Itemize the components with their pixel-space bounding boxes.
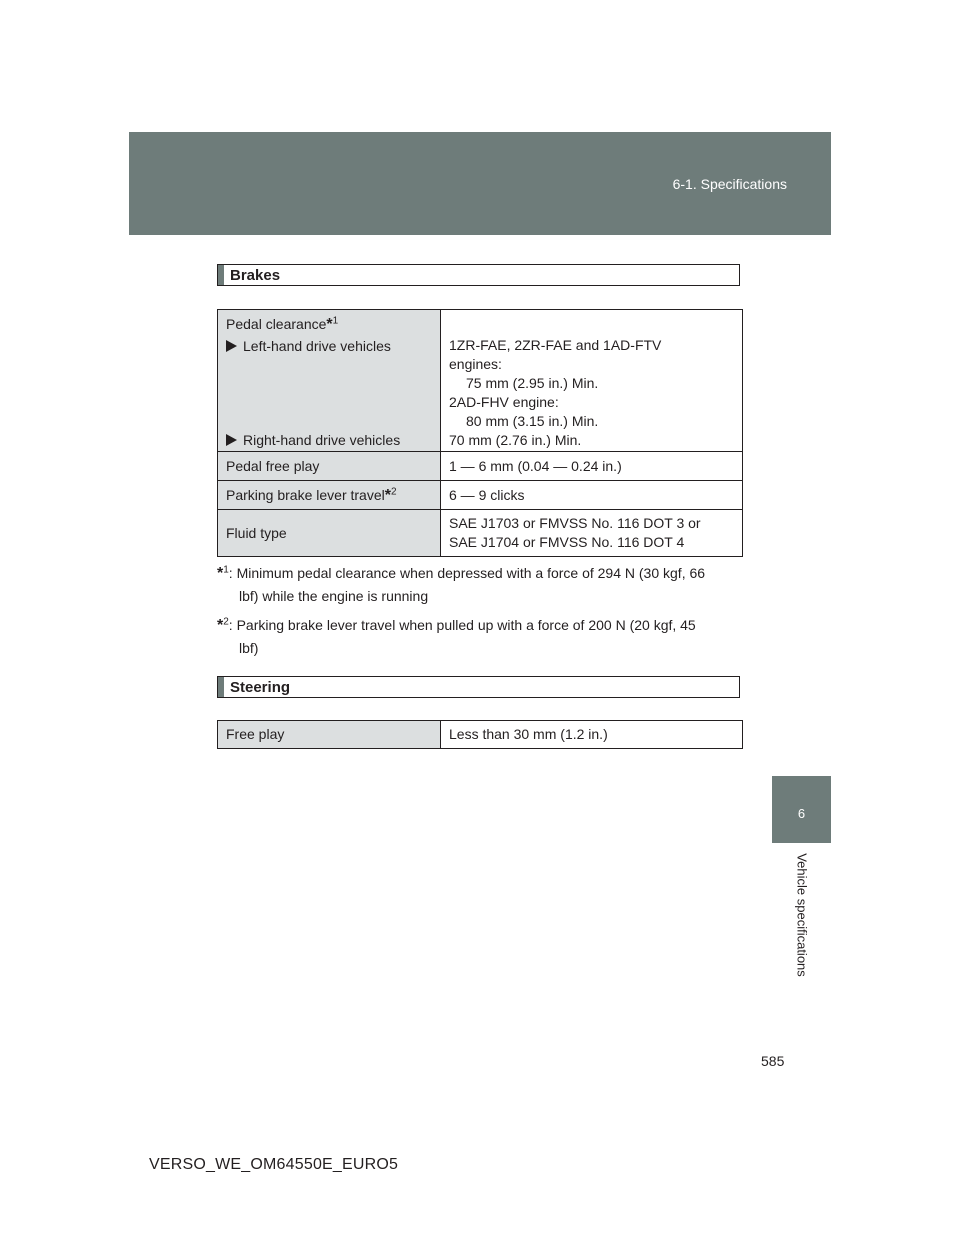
page-number: 585 xyxy=(761,1053,785,1069)
pedal-clearance-label: Pedal clearance xyxy=(226,316,327,332)
chapter-label-text: Vehicle specifications xyxy=(794,853,810,977)
chapter-tab xyxy=(772,776,831,843)
heading-accent-bar xyxy=(218,265,224,285)
fluid-type-value-2: SAE J1704 or FMVSS No. 116 DOT 4 xyxy=(449,534,685,550)
table-row xyxy=(218,481,743,510)
lhd-engine-1b: engines: xyxy=(449,356,502,372)
footnote-star: * xyxy=(217,565,224,582)
pedal-free-play-value: 1 — 6 mm (0.04 — 0.24 in.) xyxy=(441,452,743,481)
footnote-star: * xyxy=(217,617,224,634)
fluid-type-label: Fluid type xyxy=(218,510,441,557)
footnote-2 xyxy=(217,614,741,659)
pedal-free-play-label: Pedal free play xyxy=(218,452,441,481)
lhd-engine-2: 2AD-FHV engine: xyxy=(449,394,559,410)
footnote-ref-1: 1 xyxy=(332,315,339,327)
footnote-text: : Minimum pedal clearance when depressed with a force of 294 N (30 kgf, 66 xyxy=(228,565,706,581)
fluid-type-value-cell xyxy=(441,510,743,557)
brakes-heading xyxy=(217,264,740,286)
triangle-bullet-icon xyxy=(226,340,237,352)
footnote-number: 1 xyxy=(223,564,229,576)
steering-table xyxy=(217,720,743,749)
chapter-number: 6 xyxy=(797,806,806,821)
lhd-engine-1: 1ZR-FAE, 2ZR-FAE and 1AD-FTV xyxy=(449,337,662,353)
parking-brake-value: 6 — 9 clicks xyxy=(441,481,743,510)
lhd-value-1: 75 mm (2.95 in.) Min. xyxy=(466,375,599,391)
rhd-value: 70 mm (2.76 in.) Min. xyxy=(449,432,582,448)
footnote-text-cont: lbf) while the engine is running xyxy=(239,588,429,604)
pedal-clearance-label-cell xyxy=(218,310,441,452)
table-row xyxy=(218,510,743,557)
footnote-text-cont: lbf) xyxy=(239,640,259,656)
footnote-text: : Parking brake lever travel when pulled up with a force of 200 N (20 kgf, 45 xyxy=(228,617,696,633)
footnote-ref-star: * xyxy=(384,486,391,504)
footnote-1 xyxy=(217,562,741,607)
steering-heading xyxy=(217,676,740,698)
document-code: VERSO_WE_OM64550E_EURO5 xyxy=(149,1156,399,1173)
section-title: 6-1. Specifications xyxy=(672,176,787,192)
lhd-label: Left-hand drive vehicles xyxy=(243,338,391,354)
footnote-number: 2 xyxy=(223,616,229,628)
brakes-table xyxy=(217,309,743,557)
brakes-heading-title: Brakes xyxy=(230,267,281,284)
footnote-ref-star: * xyxy=(326,316,333,333)
lhd-value-2: 80 mm (3.15 in.) Min. xyxy=(466,413,599,429)
parking-brake-label: Parking brake lever travel xyxy=(226,486,385,503)
steering-heading-title: Steering xyxy=(230,679,291,696)
free-play-label: Free play xyxy=(218,721,441,749)
triangle-bullet-icon xyxy=(226,434,237,446)
free-play-value: Less than 30 mm (1.2 in.) xyxy=(441,721,743,749)
rhd-label: Right-hand drive vehicles xyxy=(243,432,401,448)
footnote-ref-2: 2 xyxy=(390,485,397,497)
fluid-type-value-1: SAE J1703 or FMVSS No. 116 DOT 3 or xyxy=(449,515,701,531)
table-row xyxy=(218,452,743,481)
pedal-clearance-value-cell xyxy=(441,310,743,452)
parking-brake-label-cell xyxy=(218,481,441,510)
heading-accent-bar xyxy=(218,677,224,697)
table-row xyxy=(218,721,743,749)
table-row xyxy=(218,310,743,452)
header-band xyxy=(129,132,831,235)
